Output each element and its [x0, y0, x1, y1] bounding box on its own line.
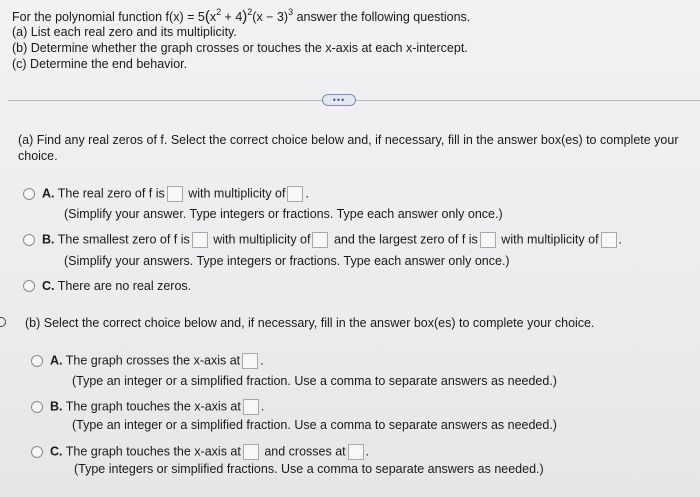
part-b-a-crosses-input[interactable] [242, 353, 258, 369]
question-part-a: (a) List each real zero and its multiplicity. [12, 25, 237, 39]
question-statement: For the polynomial function $f(x) = 5(x^2 + 4)^2(x - 3)^3$ answer the following questions. [12, 7, 471, 25]
factor1-rest: + 4 [221, 10, 243, 24]
part-b-option-c-radio[interactable] [31, 446, 43, 458]
option-letter: B. [50, 399, 63, 414]
left-edge-tab [0, 317, 6, 327]
part-b-option-c: C. The graph touches the x-axis at and crosses at . [50, 444, 370, 459]
outer-exponent: 2 [247, 7, 253, 17]
part-a-b-smallest-zero-input[interactable] [192, 232, 208, 248]
part-a-option-a: A. The real zero of f is with multiplicity of . [42, 186, 309, 201]
question-part-c: (c) Determine the end behavior. [12, 57, 188, 71]
part-a-option-c-radio[interactable] [23, 280, 35, 292]
factor2-exponent: 3 [288, 7, 294, 17]
part-a-option-b-hint: (Simplify your answers. Type integers or fractions. Type each answer only once.) [64, 254, 510, 268]
part-b-c-touches-input[interactable] [243, 444, 259, 460]
part-a-b-smallest-multiplicity-input[interactable] [312, 232, 328, 248]
part-b-option-b: B. The graph touches the x-axis at . [50, 399, 265, 414]
part-a-option-a-hint: (Simplify your answer. Type integers or fractions. Type each answer only once.) [64, 207, 503, 221]
option-letter: A. [50, 353, 63, 368]
option-letter: C. [50, 444, 63, 459]
question-intro: For the polynomial function f(x) = 5 [12, 10, 205, 24]
part-b-prompt: (b) Select the correct choice below and, if necessary, fill in the answer box(es) to complete your choice. [25, 316, 595, 330]
factor1-var: x [209, 10, 217, 24]
part-a-option-b: B. The smallest zero of f is with multiplicity of and the largest zero of f is with multiplicity of . [42, 232, 623, 247]
part-b-option-b-hint: (Type an integer or a simplified fraction. Use a comma to separate answers as needed.) [72, 418, 557, 432]
part-a-b-largest-zero-input[interactable] [480, 232, 496, 248]
more-options-button[interactable] [322, 94, 356, 106]
part-a-option-b-radio[interactable] [23, 234, 35, 246]
part-b-option-c-hint: (Type integers or simplified fractions. Use a comma to separate answers as needed.) [74, 462, 544, 476]
part-a-option-c: C. There are no real zeros. [42, 279, 192, 293]
option-letter: B. [42, 232, 55, 247]
part-b-c-crosses-input[interactable] [348, 444, 364, 460]
question-part-b: (b) Determine whether the graph crosses or touches the x-axis at each x-intercept. [12, 41, 468, 55]
part-b-b-touches-input[interactable] [243, 399, 259, 415]
factor1-exponent: 2 [216, 7, 222, 17]
part-a-b-largest-multiplicity-input[interactable] [601, 232, 617, 248]
part-b-option-b-radio[interactable] [31, 401, 43, 413]
part-a-prompt-line2: choice. [18, 149, 58, 163]
part-a-prompt-line1: (a) Find any real zeros of f. Select the correct choice below and, if necessary, fill in the answer box(es) to complete your [18, 133, 679, 147]
part-b-option-a-hint: (Type an integer or a simplified fraction. Use a comma to separate answers as needed.) [72, 374, 557, 388]
factor2: (x − 3) [252, 10, 289, 24]
question-outro: answer the following questions. [293, 10, 471, 24]
part-b-option-a: A. The graph crosses the x-axis at . [50, 353, 264, 368]
part-b-option-a-radio[interactable] [31, 355, 43, 367]
part-a-a-multiplicity-input[interactable] [287, 186, 303, 202]
part-a-a-zero-input[interactable] [167, 186, 183, 202]
part-a-option-a-radio[interactable] [23, 188, 35, 200]
option-letter: A. [42, 186, 55, 201]
option-letter: C. [42, 279, 55, 293]
ellipsis-icon: ••• [332, 95, 346, 105]
